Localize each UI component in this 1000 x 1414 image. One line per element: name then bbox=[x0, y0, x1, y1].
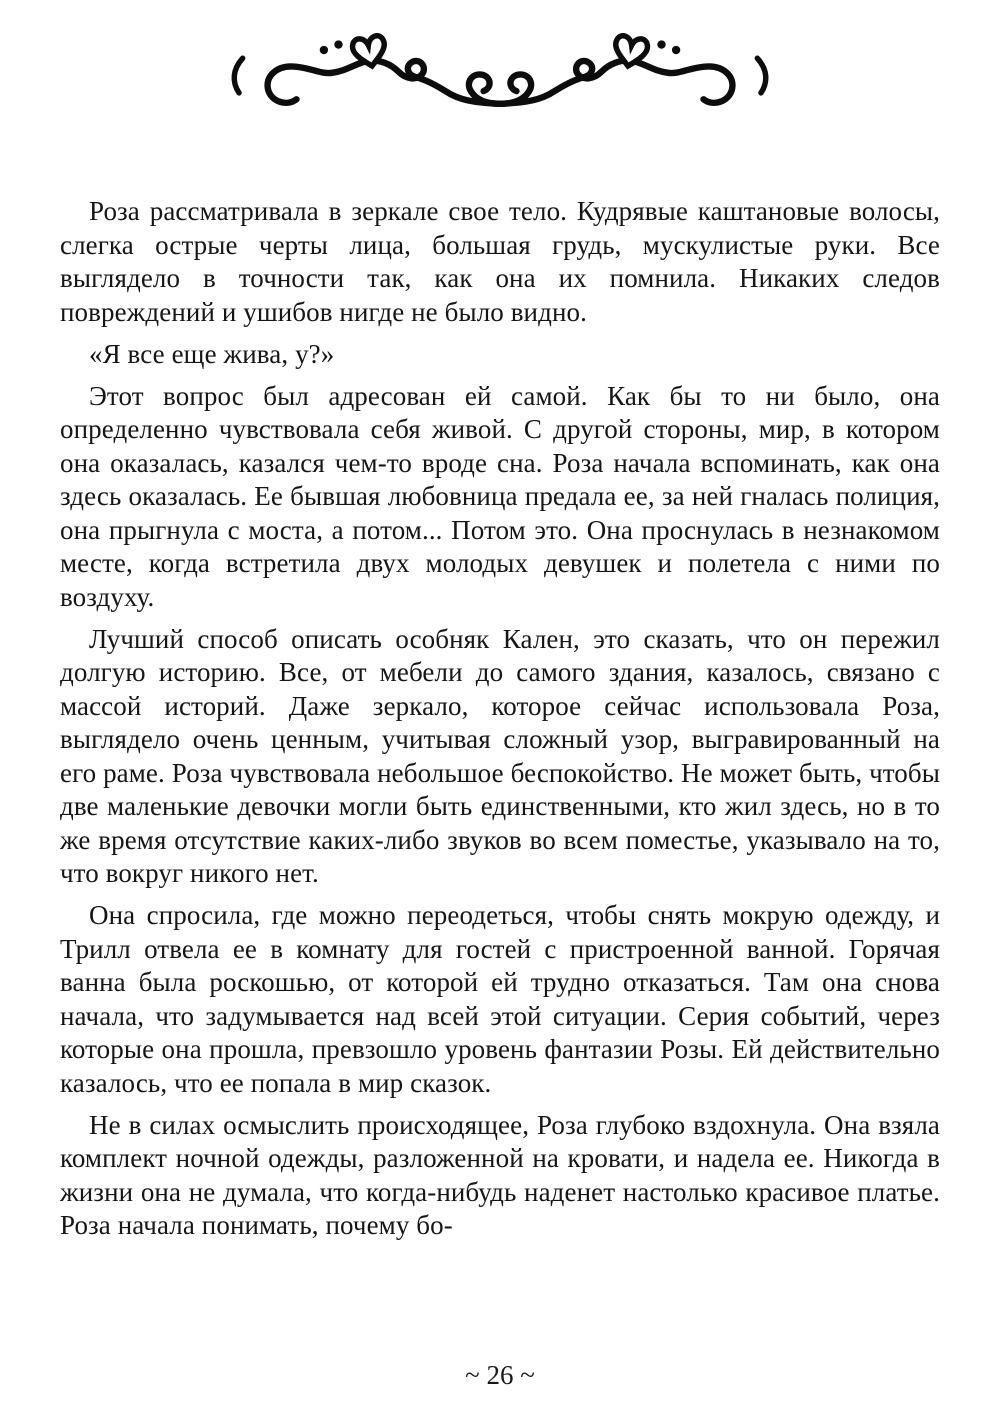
flourish-left-half bbox=[234, 35, 500, 104]
page-number: ~ 26 ~ bbox=[465, 1360, 535, 1390]
paragraph: Лучший способ описать особняк Кален, это сказать, что он пережил долгую историю. Все, от мебели до самого здания, казалось, связано с массой историй. Даже зеркало, которое сейчас использовала Роза, выглядело очень ценным, учитывая сложный узор, выгравированный на его раме. Роза чувствовала небольшое беспокойство. Не может быть, чтобы две маленькие девочки могли быть единственными, кто жил здесь, но в то же время отсутствие каких-либо звуков во всем поместье, указывало на то, что вокруг никого нет. bbox=[60, 623, 940, 888]
dot-icon bbox=[320, 46, 328, 54]
dot-icon bbox=[657, 40, 665, 48]
body-text bbox=[60, 195, 940, 1243]
paragraph: Не в силах осмыслить происходящее, Роза глубоко вздохнула. Она взяла комплект ночной одежды, разложенной на кровати, и надела ее. Никогда в жизни она не думала, что когда-нибудь наденет настолько красивое платье. Роза начала понимать, почему бо- bbox=[60, 1109, 940, 1240]
paragraph: Этот вопрос был адресован ей самой. Как бы то ни было, она определенно чувствовала себя живой. С другой стороны, мир, в котором она оказалась, казался чем-то вроде сна. Роза начала вспоминать, как она здесь оказалась. Ее бывшая любовница предала ее, за ней гналась полиция, она прыгнула с моста, а потом... Потом это. Она проснулась в незнакомом месте, когда встретила двух молодых девушек и полетела с ними по воздуху. bbox=[60, 380, 940, 612]
heart-flourish-icon bbox=[208, 16, 792, 126]
dot-icon bbox=[672, 46, 680, 54]
paragraph: Она спросила, где можно переодеться, чтобы снять мокрую одежду, и Трилл отвела ее в комнату для гостей с пристроенной ванной. Горячая ванна была роскошью, от которой ей трудно отказаться. Там она снова начала, что задумывается над всей этой ситуации. Серия событий, через которые она прошла, превзошло уровень фантазии Розы. Ей действительно казалось, что ее попала в мир сказок. bbox=[60, 900, 940, 1098]
flourish-right-half bbox=[500, 35, 766, 104]
paragraph: «Я все еще жива, у?» bbox=[89, 338, 335, 369]
ornament-divider bbox=[208, 16, 792, 126]
paragraph: Роза рассматривала в зеркале свое тело. Кудрявые каштановые волосы, слегка острые черты лица, большая грудь, мускулистые руки. Все выглядело в точности так, как она их помнила. Никаких следов повреждений и ушибов нигде не было видно. bbox=[60, 196, 940, 327]
dot-icon bbox=[334, 40, 342, 48]
